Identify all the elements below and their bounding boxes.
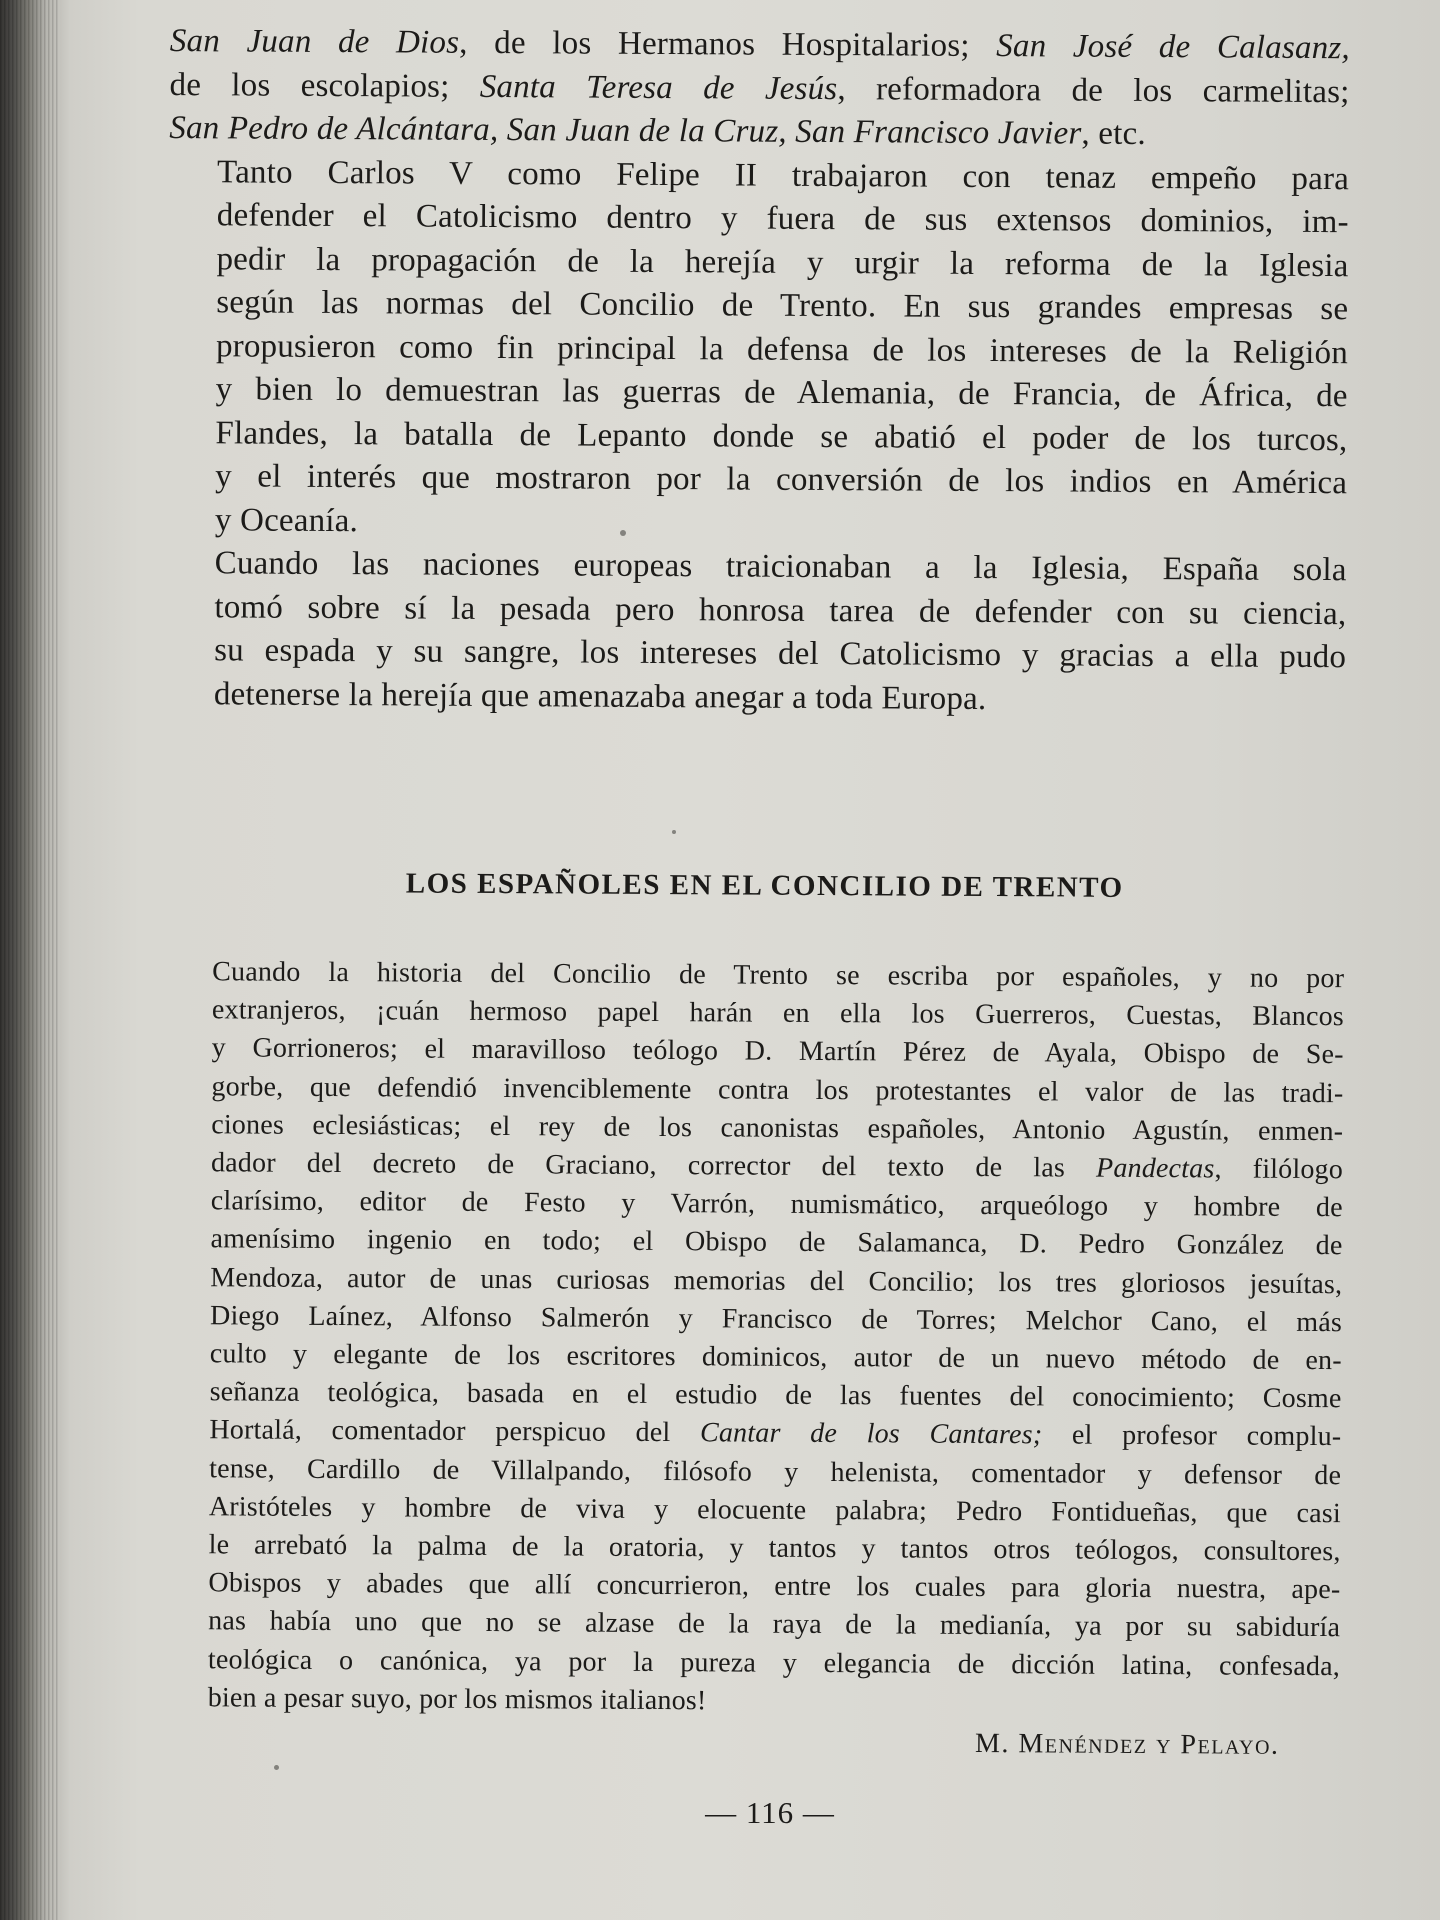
text-run: clarísimo, editor de Festo y Varrón, numismático, arqueólogo y hombre de [210, 1185, 1343, 1224]
text-line [170, 20, 1350, 71]
text-run: , de los Hermanos Hospitalarios; [459, 24, 997, 65]
text-run: Cuando la historia del Concilio de Trento se escriba por españoles, y no por [212, 956, 1345, 995]
text-run: , reformadora de los carmelitas; [837, 70, 1350, 110]
text-run: tense, Cardillo de Villalpando, filósofo y helenista, comentador y defensor de [209, 1452, 1342, 1491]
text-line [169, 63, 1349, 114]
text-line: detenerse la herejía que amenazaba anegar a toda Europa. [213, 675, 987, 717]
text-run: amenísimo ingenio en todo; el Obispo de Salamanca, D. Pedro González de [210, 1223, 1343, 1262]
italic-text: Cantar de los Cantares; [699, 1417, 1043, 1451]
text-run: extranjeros, ¡cuán hermoso papel harán en ella los Guerreros, Cuestas, Blancos [211, 994, 1345, 1033]
text-run: Diego Laínez, Alfonso Salmerón y Francisco de Torres; Melchor Cano, el más [209, 1300, 1343, 1339]
text-line: su espada y su sangre, los intereses del Catolicismo y gracias a ella pudo [214, 632, 1347, 676]
page-number: — 116 — [705, 1795, 835, 1830]
text-run: señanza teológica, basada en el estudio de las fuentes del conocimiento; Cosme [209, 1376, 1342, 1415]
text-line: Cuando las naciones europeas traicionaban a la Iglesia, España sola [214, 545, 1347, 589]
italic-text: Santa Teresa de Jesús [479, 68, 838, 107]
italic-text: San José de Calasanz, [996, 28, 1350, 67]
text-run: Obispos y abades que allí concurrieron, entre los cuales para gloria nuestra, ape- [208, 1567, 1341, 1606]
text-line: pedir la propagación de la herejía y urgir la reforma de la Iglesia [216, 240, 1349, 284]
text-line [164, 1029, 1344, 1074]
text-line [161, 1411, 1341, 1456]
text-line: y bien lo demuestran las guerras de Alemania, de Francia, de África, de [215, 371, 1348, 415]
text-run: y Gorrioneros; el maravilloso teólogo D. Martín Pérez de Ayala, Obispo de Se- [211, 1032, 1344, 1071]
text-run: nas había uno que no se alzase de la raya de la medianía, ya por su sabiduría [208, 1605, 1341, 1644]
text-run: bien a pesar suyo, por los mismos italianos! [207, 1682, 707, 1717]
paragraph-saints [169, 20, 1350, 158]
paper-speck [620, 530, 626, 536]
text-run: Aristóteles y hombre de viva y elocuente palabra; Pedro Fontidueñas, que casi [208, 1491, 1341, 1530]
text-line: tomó sobre sí la pesada pero honrosa tarea de defender con su ciencia, [214, 588, 1347, 632]
text-run: ciones eclesiásticas; el rey de los canonistas españoles, Antonio Agustín, enmen- [211, 1109, 1344, 1147]
text-line [160, 1602, 1340, 1647]
text-line: y Oceanía. [214, 501, 359, 539]
text-line: propusieron como fin principal la defensa de los intereses de la Religión [215, 327, 1349, 371]
italic-text: San Juan de Dios [169, 22, 460, 61]
text-line [160, 1679, 1340, 1724]
text-run: gorbe, que defendió invenciblemente contra los protestantes el valor de las tradi- [211, 1070, 1344, 1109]
text-line: defender el Catolicismo dentro y fuera de sus extensos dominios, im- [216, 197, 1349, 241]
text-line: Flandes, la batalla de Lepanto donde se abatió el poder de los turcos, [215, 414, 1348, 458]
text-run: , filólogo [1214, 1153, 1344, 1186]
text-run: teológica o canónica, ya por la pureza y elegancia de dicción latina, confesada, [207, 1643, 1341, 1682]
text-run: culto y elegante de los escritores dominicos, autor de un nuevo método de en- [209, 1338, 1342, 1377]
text-run: dador del decreto de Graciano, corrector del texto de las [210, 1147, 1097, 1184]
italic-text: San Pedro de Alcántara, San Juan de la Cruz, San Francisco Javier [169, 109, 1082, 152]
paragraph-carlos-felipe [167, 150, 1349, 549]
italic-text: Pandectas [1095, 1152, 1215, 1185]
paragraph-espana [166, 542, 1347, 723]
text-line [169, 107, 1349, 158]
quote-paragraph [160, 953, 1345, 1724]
text-line [162, 1220, 1342, 1265]
text-run: el profesor complu- [1042, 1419, 1342, 1453]
text-line: Tanto Carlos V como Felipe II trabajaron con tenaz empeño para [216, 153, 1350, 197]
text-run: le arrebató la palma de la oratoria, y tantos y tantos otros teólogos, consultores, [208, 1529, 1341, 1568]
text-run: , etc. [1081, 115, 1146, 152]
text-run: de los escolapios; [169, 66, 480, 105]
page-content [159, 20, 1350, 1762]
book-page-edges [0, 0, 60, 1920]
text-line: según las normas del Concilio de Trento. En sus grandes empresas se [216, 284, 1349, 328]
author-signature: M. Menéndez y Pelayo. [974, 1728, 1280, 1761]
text-line: y el interés que mostraron por la conversión de los indios en América [215, 458, 1348, 502]
paper-speck [672, 830, 676, 834]
section-title: LOS ESPAÑOLES EN EL CONCILIO DE TRENTO [405, 867, 1124, 904]
paper-speck [274, 1765, 279, 1770]
text-run: Hortalá, comentador perspicuo del [209, 1414, 701, 1449]
text-run: Mendoza, autor de unas curiosas memorias del Concilio; los tres gloriosos jesuítas, [210, 1261, 1343, 1300]
